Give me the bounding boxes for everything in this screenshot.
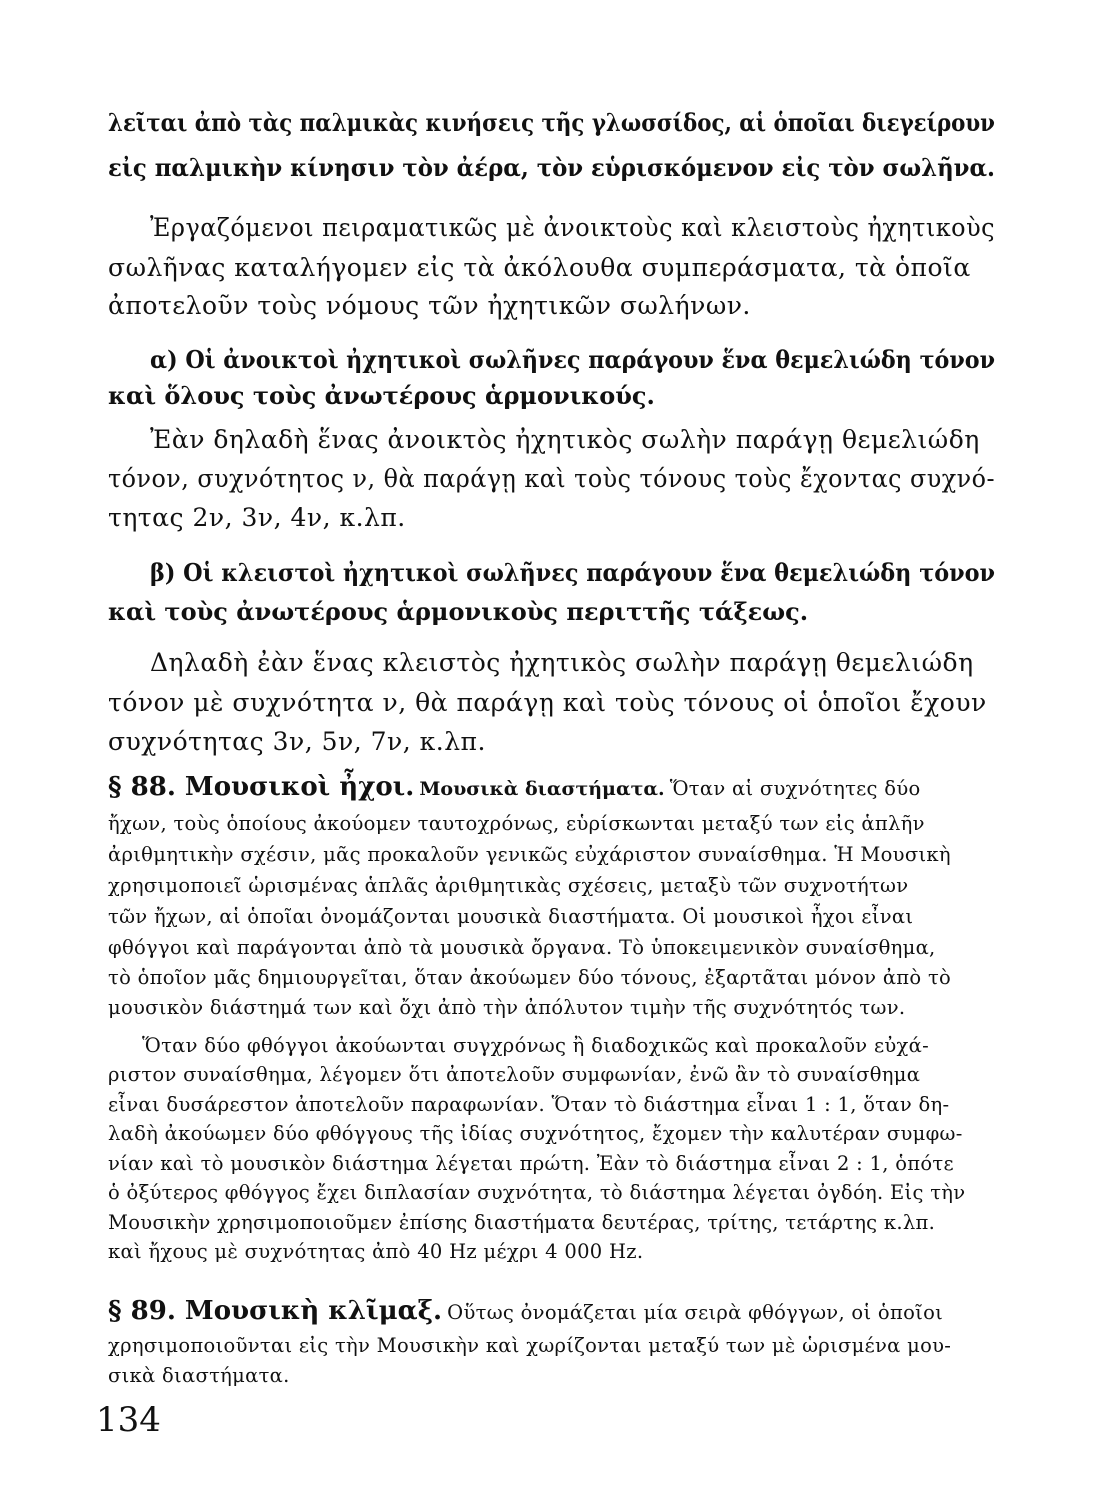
section-88-subheading: Μουσικὰ διαστήματα. — [419, 778, 665, 800]
paragraph-line: Ἐργαζόμενοι πειραματικῶς μὲ ἀνοικτοὺς καὶ κλειστοὺς ἠχητικοὺς — [150, 213, 995, 242]
rule-a-line: α) Οἱ ἀνοικτοὶ ἠχητικοὶ σωλῆνες παράγουν ἕνα θεμελιώδη τόνον — [150, 345, 995, 374]
section-88-line: ἤχων, τοὺς ὁποίους ἀκούομεν ταυτοχρόνως, εὑρίσκωνται μεταξύ των εἰς ἁπλῆν — [108, 812, 925, 835]
rule-b-line: β) Οἱ κλειστοὶ ἠχητικοὶ σωλῆνες παράγουν ἕνα θεμελιώδη τόνον — [150, 558, 995, 587]
section-88-line: τῶν ἤχων, αἱ ὁποῖαι ὀνομάζονται μουσικὰ διαστήματα. Οἱ μουσικοὶ ἦχοι εἶναι — [108, 905, 914, 928]
paragraph-line: ἀποτελοῦν τοὺς νόμους τῶν ἠχητικῶν σωλήνων. — [108, 291, 751, 320]
section-88-para2-line: εἶναι δυσάρεστον ἀποτελοῦν παραφωνίαν. Ὅταν τὸ διάστημα εἶναι 1 : 1, ὅταν δη- — [108, 1093, 950, 1116]
intro-line: λεῖται ἀπὸ τὰς παλμικὰς κινήσεις τῆς γλωσσίδος, αἱ ὁποῖαι διεγείρουν — [108, 108, 995, 137]
section-89-heading: § 89. Μουσικὴ κλῖμαξ. — [108, 1296, 443, 1326]
section-88-para2-line: Ὅταν δύο φθόγγοι ἀκούωνται συγχρόνως ἢ διαδοχικῶς καὶ προκαλοῦν εὐχά- — [142, 1034, 929, 1057]
section-88-para2-line: Μουσικὴν χρησιμοποιοῦμεν ἐπίσης διαστήματα δευτέρας, τρίτης, τετάρτης κ.λπ. — [108, 1211, 936, 1234]
section-89-first-line — [108, 1296, 943, 1326]
section-88-para2-line: καὶ ἤχους μὲ συχνότητας ἀπὸ 40 Hz μέχρι 4 000 Hz. — [108, 1240, 644, 1263]
paragraph-line: τητας 2ν, 3ν, 4ν, κ.λπ. — [108, 503, 406, 532]
section-89-first-line-text: Οὕτως ὀνομάζεται μία σειρὰ φθόγγων, οἱ ὁποῖοι — [447, 1301, 944, 1324]
paragraph-line: τόνον μὲ συχνότητα ν, θὰ παράγῃ καὶ τοὺς τόνους οἱ ὁποῖοι ἔχουν — [108, 688, 987, 717]
paragraph-line: τόνον, συχνότητος ν, θὰ παράγῃ καὶ τοὺς τόνους τοὺς ἔχοντας συχνό- — [108, 464, 995, 493]
paragraph-line: Ἐὰν δηλαδὴ ἕνας ἀνοικτὸς ἠχητικὸς σωλὴν παράγῃ θεμελιώδη — [150, 425, 980, 454]
section-88-para2-line: νίαν καὶ τὸ μουσικὸν διάστημα λέγεται πρώτη. Ἐὰν τὸ διάστημα εἶναι 2 : 1, ὁπότε — [108, 1152, 954, 1175]
section-88-line: χρησιμοποιεῖ ὡρισμένας ἁπλᾶς ἀριθμητικὰς σχέσεις, μεταξὺ τῶν συχνοτήτων — [108, 874, 909, 897]
rule-a-line: καὶ ὅλους τοὺς ἀνωτέρους ἁρμονικούς. — [108, 381, 655, 410]
page-number: 134 — [96, 1400, 161, 1440]
section-89-line: σικὰ διαστήματα. — [108, 1364, 290, 1387]
intro-line: εἰς παλμικὴν κίνησιν τὸν ἀέρα, τὸν εὑρισκόμενον εἰς τὸν σωλῆνα. — [108, 153, 995, 182]
section-88-line: φθόγγοι καὶ παράγονται ἀπὸ τὰ μουσικὰ ὄργανα. Τὸ ὑποκειμενικὸν συναίσθημα, — [108, 936, 936, 959]
section-88-para2-line: ριστον συναίσθημα, λέγομεν ὅτι ἀποτελοῦν συμφωνίαν, ἐνῶ ἂν τὸ συναίσθημα — [108, 1063, 921, 1086]
section-88-heading: § 88. Μουσικοὶ ἦχοι. — [108, 772, 415, 802]
section-88-para2-line: λαδὴ ἀκούωμεν δύο φθόγγους τῆς ἰδίας συχνότητος, ἔχομεν τὴν καλυτέραν συμφω- — [108, 1122, 963, 1145]
paragraph-line: συχνότητας 3ν, 5ν, 7ν, κ.λπ. — [108, 727, 486, 756]
section-88-first-line-text: Ὅταν αἱ συχνότητες δύο — [669, 777, 921, 800]
section-88-line: τὸ ὁποῖον μᾶς δημιουργεῖται, ὅταν ἀκούωμεν δύο τόνους, ἐξαρτᾶται μόνον ἀπὸ τὸ — [108, 966, 952, 989]
paragraph-line: σωλῆνας καταλήγομεν εἰς τὰ ἀκόλουθα συμπεράσματα, τὰ ὁποῖα — [108, 253, 971, 282]
section-88-line: μουσικὸν διάστημά των καὶ ὄχι ἀπὸ τὴν ἀπόλυτον τιμὴν τῆς συχνότητός των. — [108, 996, 906, 1019]
rule-b-line: καὶ τοὺς ἀνωτέρους ἁρμονικοὺς περιττῆς τάξεως. — [108, 597, 809, 626]
section-88-first-line — [108, 772, 921, 802]
section-88-para2-line: ὁ ὀξύτερος φθόγγος ἔχει διπλασίαν συχνότητα, τὸ διάστημα λέγεται ὀγδόη. Εἰς τὴν — [108, 1181, 966, 1204]
section-88-line: ἀριθμητικὴν σχέσιν, μᾶς προκαλοῦν γενικῶς εὐχάριστον συναίσθημα. Ἡ Μουσικὴ — [108, 843, 951, 866]
section-89-line: χρησιμοποιοῦνται εἰς τὴν Μουσικὴν καὶ χωρίζονται μεταξύ των μὲ ὡρισμένα μου- — [108, 1334, 952, 1357]
paragraph-line: Δηλαδὴ ἐὰν ἕνας κλειστὸς ἠχητικὸς σωλὴν παράγῃ θεμελιώδη — [150, 648, 974, 677]
